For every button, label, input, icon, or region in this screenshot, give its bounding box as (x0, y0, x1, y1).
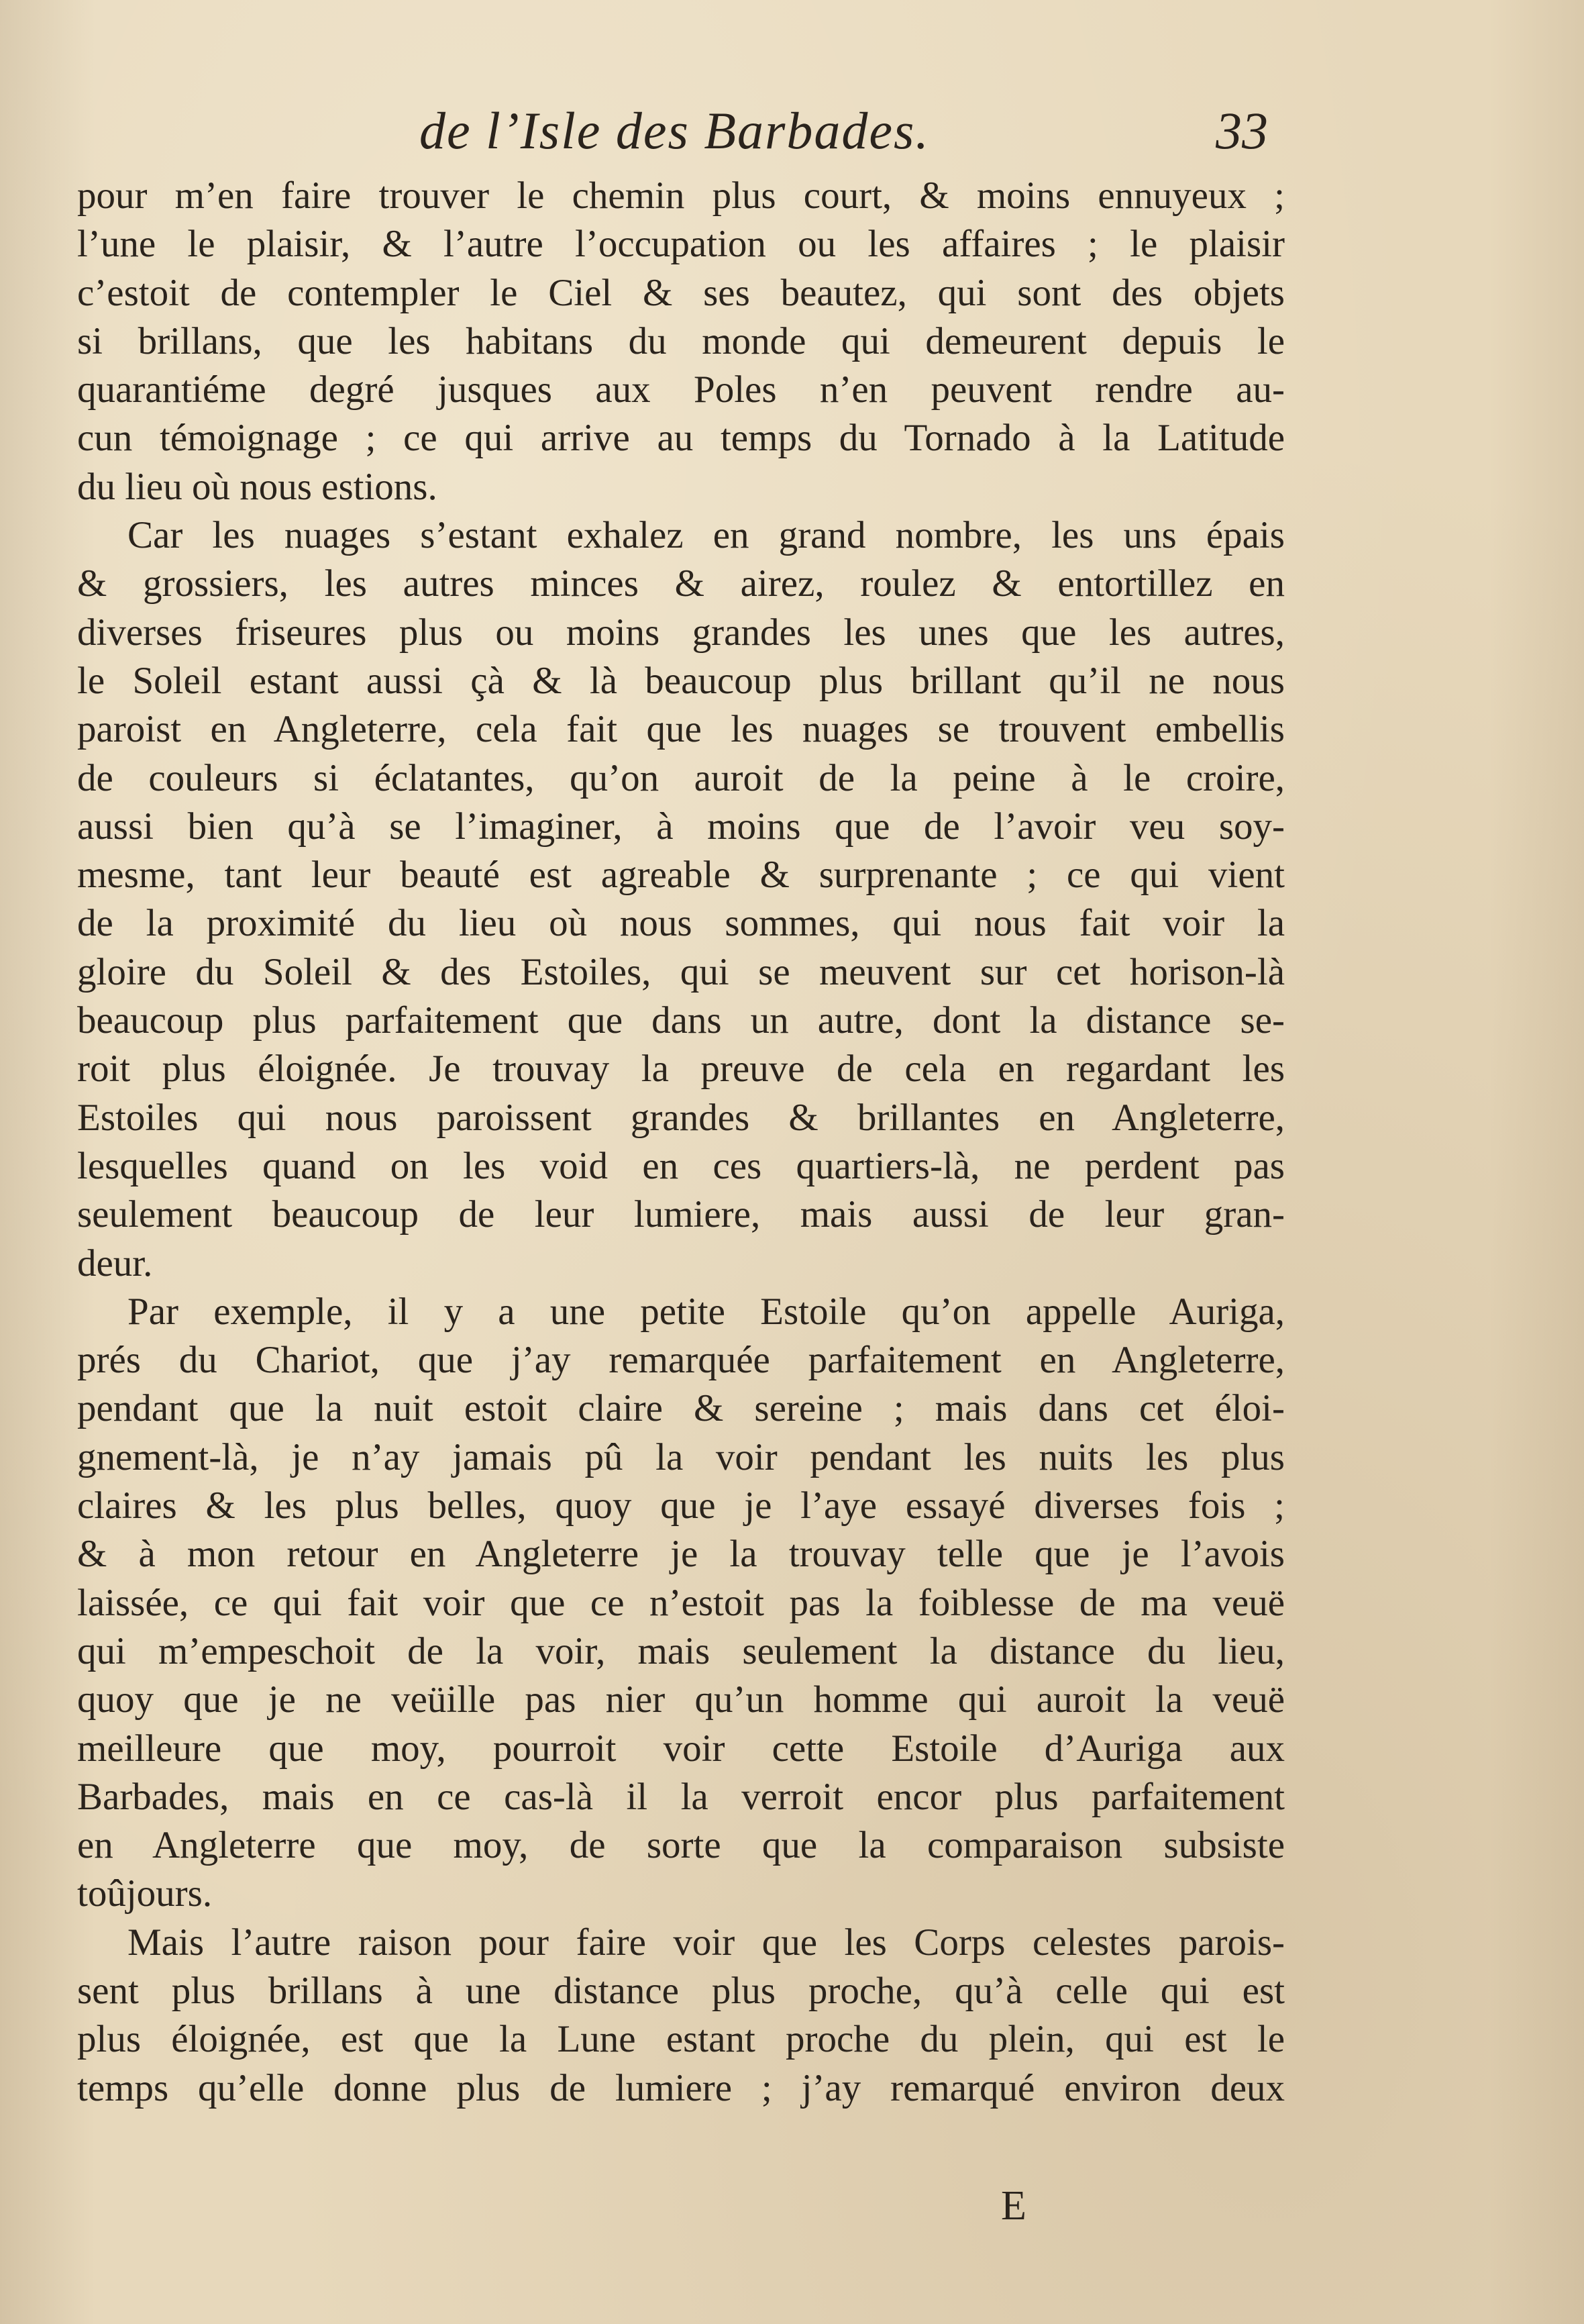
running-title: de l’Isle des Barbades. (419, 101, 930, 160)
text-line: l’une le plaisir, & l’autre l’occupation ou les affaires ; le plaisir (77, 223, 1285, 266)
text-line: gloire du Soleil & des Estoiles, qui se meuvent sur cet horison-là (77, 950, 1285, 993)
text-line: de la proximité du lieu où nous sommes, qui nous fait voir la (77, 902, 1285, 945)
text-line: quoy que je ne veüille pas nier qu’un homme qui auroit la veuë (77, 1678, 1285, 1721)
text-line: sent plus brillans à une distance plus proche, qu’à celle qui est (77, 1969, 1285, 2012)
text-line: roit plus éloignée. Je trouvay la preuve de cela en regardant les (77, 1048, 1285, 1091)
paragraph-4 (77, 1919, 1285, 2113)
text-line: paroist en Angleterre, cela fait que les nuages se trouvent embellis (77, 708, 1285, 751)
text-line: Par exemple, il y a une petite Estoile qu’on appelle Auriga, (127, 1290, 1285, 1333)
text-line: du lieu où nous estions. (77, 465, 437, 508)
text-line: deur. (77, 1242, 153, 1284)
text-line: seulement beaucoup de leur lumiere, mais aussi de leur gran- (77, 1193, 1285, 1236)
text-line: cun témoignage ; ce qui arrive au temps du Tornado à la Latitude (77, 417, 1285, 460)
text-line: Estoiles qui nous paroissent grandes & brillantes en Angleterre, (77, 1096, 1285, 1139)
text-line: c’estoit de contempler le Ciel & ses beautez, qui sont des objets (77, 271, 1285, 314)
text-line: qui m’empeschoit de la voir, mais seulement la distance du lieu, (77, 1629, 1285, 1672)
text-line: meilleure que moy, pourroit voir cette Estoile d’Auriga aux (77, 1727, 1285, 1770)
text-line: diverses friseures plus ou moins grandes les unes que les autres, (77, 611, 1285, 654)
text-line: plus éloignée, est que la Lune estant proche du plein, qui est le (77, 2018, 1285, 2061)
text-line: toûjours. (77, 1872, 213, 1915)
text-line: si brillans, que les habitans du monde qui demeurent depuis le (77, 319, 1285, 362)
text-line: claires & les plus belles, quoy que je l’aye essayé diverses fois ; (77, 1484, 1285, 1527)
paragraph-2 (77, 511, 1285, 1288)
text-line: le Soleil estant aussi çà & là beaucoup plus brillant qu’il ne nous (77, 659, 1285, 702)
text-line: de couleurs si éclatantes, qu’on auroit de la peine à le croire, (77, 756, 1285, 799)
text-line: mesme, tant leur beauté est agreable & surprenante ; ce qui vient (77, 854, 1285, 897)
text-line: gnement-là, je n’ay jamais pû la voir pendant les nuits les plus (77, 1435, 1285, 1478)
signature-mark: E (1001, 2183, 1026, 2229)
text-line: lesquelles quand on les void en ces quartiers-là, ne perdent pas (77, 1144, 1285, 1187)
page-number: 33 (1216, 101, 1268, 160)
text-line: prés du Chariot, que j’ay remarquée parfaitement en Angleterre, (77, 1339, 1285, 1382)
text-line: Mais l’autre raison pour faire voir que les Corps celestes parois- (127, 1921, 1285, 1964)
text-line: en Angleterre que moy, de sorte que la comparaison subsiste (77, 1824, 1285, 1867)
text-line: & à mon retour en Angleterre je la trouvay telle que je l’avois (77, 1533, 1285, 1576)
text-line: laissée, ce qui fait voir que ce n’estoit pas la foiblesse de ma veuë (77, 1581, 1285, 1624)
text-line: aussi bien qu’à se l’imaginer, à moins que de l’avoir veu soy- (77, 805, 1285, 848)
text-line: pour m’en faire trouver le chemin plus court, & moins ennuyeux ; (77, 174, 1285, 217)
text-line: Car les nuages s’estant exhalez en grand nombre, les uns épais (127, 514, 1285, 557)
text-line: quarantiéme degré jusques aux Poles n’en peuvent rendre au- (77, 368, 1285, 411)
text-line: beaucoup plus parfaitement que dans un autre, dont la distance se- (77, 999, 1285, 1042)
text-line: & grossiers, les autres minces & airez, roulez & entortillez en (77, 562, 1285, 605)
text-line: temps qu’elle donne plus de lumiere ; j’ay remarqué environ deux (77, 2066, 1285, 2109)
text-line: pendant que la nuit estoit claire & sereine ; mais dans cet éloi- (77, 1387, 1285, 1430)
running-head (0, 101, 1584, 174)
paragraph-3 (77, 1288, 1285, 1919)
text-line: Barbades, mais en ce cas-là il la verroit encor plus parfaitement (77, 1775, 1285, 1818)
paragraph-1 (77, 172, 1285, 511)
body-text (77, 172, 1285, 2113)
